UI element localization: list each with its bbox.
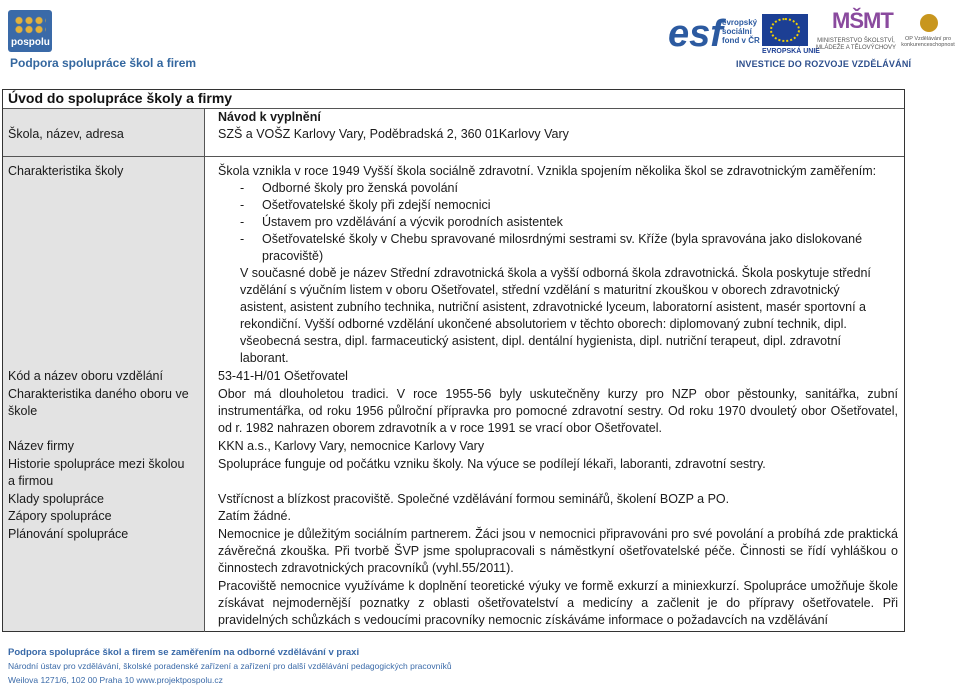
charakteristika-label: Charakteristika školy (8, 164, 124, 178)
char-obor-value: Obor má dlouholetou tradici. V roce 1955-56 byly uskutečněny kurzy pro NZP obor pěstounky, sanitářka, zubní instrumentářka, od roku 1956 půlroční přípravka pro pomocné zdravotní sestry. Od roku 1970 dvouletý obor Ošetřovatel, od r. 1982 nahrazen oborem zdravotník a v roce 1991 se vrací obor Ošetřovatel. (218, 387, 898, 435)
footer-address-line: Weilova 1271/6, 102 00 Praha 10 www.projektpospolu.cz (8, 675, 223, 685)
char-list-dash: - (240, 232, 245, 246)
esf-logo (668, 12, 764, 56)
navod-heading: Návod k vyplnění (218, 110, 321, 124)
pospolu-dots-icon (14, 16, 46, 34)
char-paragraph-line: rekondiční. Vyšší odborné vzdělání ukončené absolutoriem v těchto oborech: diplomovaný zubní technik, dipl. (240, 317, 847, 331)
char-obor-label-cont: škole (8, 404, 38, 418)
eu-flag-icon (762, 14, 808, 46)
planovani-value-1: Nemocnice je důležitým sociálním partnerem. Žáci jsou v nemocnici připravováni pro své povolání a probíhá zde praktická závěrečná zkouška. Při tvorbě ŠVP jsme spolupracovali s náměstkyní ošetřovatelské péče. Činnosti se řídí vyhláškou o činnostech zdravotnických pracovníků (vyhl.55/2011). (218, 527, 898, 575)
zapory-value: Zatím žádné. (218, 509, 291, 523)
kod-value: 53-41-H/01 Ošetřovatel (218, 369, 348, 383)
divider (3, 156, 904, 157)
investice-banner: INVESTICE DO ROZVOJE VZDĚLÁVÁNÍ (736, 59, 912, 69)
table-title: Úvod do spolupráce školy a firmy (8, 90, 233, 106)
historie-value: Spolupráce funguje od počátku vzniku školy. Na výuce se podílejí lékaři, laboranti, zdravotní sestry. (218, 457, 766, 471)
char-paragraph-line: všeobecná sestra, dipl. farmaceutický asistent, dipl. dentální hygienista, dipl. nutriční terapeut, dipl. zdravotní (240, 334, 842, 348)
char-obor-label: Charakteristika daného oboru ve (8, 387, 189, 401)
char-list-item-cont: pracoviště) (262, 249, 324, 263)
char-list-dash: - (240, 181, 245, 195)
op-circle-icon (920, 14, 938, 32)
footer-project-line: Podpora spolupráce škol a firem se zaměřením na odborné vzdělávání v praxi (8, 647, 360, 658)
charakteristika-intro: Škola vznikla v roce 1949 Vyšší škola sociálně zdravotní. Vznikla spojením několika škol se zdravotnickým zaměřením: (218, 164, 877, 178)
historie-label: Historie spolupráce mezi školou (8, 457, 185, 471)
divider (3, 108, 904, 109)
firma-value: KKN a.s., Karlovy Vary, nemocnice Karlovy Vary (218, 439, 485, 453)
char-list-item: Odborné školy pro ženská povolání (262, 181, 458, 195)
firma-label: Název firmy (8, 439, 74, 453)
char-paragraph-line: vzdělání s výučním listem v oboru Ošetřovatel, střední vzdělání s maturitní zkouškou v oborech zdravotnický (240, 283, 840, 297)
msmt-mark: MŠMT (832, 8, 893, 33)
char-paragraph-line: asistent, asistent zubního technika, nutriční asistent, zdravotnické lyceum, laboratorní asistent, masér sportovní a (240, 300, 867, 314)
char-list-item: Ošetřovatelské školy při zdejší nemocnici (262, 198, 491, 212)
skola-label: Škola, název, adresa (8, 127, 124, 141)
op-logo (900, 14, 956, 56)
esf-text: evropský sociální fond v ČR (722, 18, 760, 45)
column-divider (204, 108, 205, 632)
historie-label-cont: a firmou (8, 474, 54, 488)
klady-label: Klady spolupráce (8, 492, 104, 506)
pospolu-logo-text: pospolu (11, 37, 50, 48)
planovani-label: Plánování spolupráce (8, 527, 129, 541)
zapory-label: Zápory spolupráce (8, 509, 112, 523)
pospolu-subtitle: Podpora spolupráce škol a firem (10, 56, 197, 70)
char-list-dash: - (240, 198, 245, 212)
eu-label: EVROPSKÁ UNIE (762, 48, 820, 55)
char-paragraph-line: V současné době je název Střední zdravotnická škola a vyšší odborná škola zdravotnická. Škola poskytuje střední (240, 266, 871, 280)
page-header (0, 0, 960, 86)
skola-value: SZŠ a VOŠZ Karlovy Vary, Poděbradská 2, 360 01Karlovy Vary (218, 127, 569, 141)
klady-value: Vstřícnost a blízkost pracoviště. Společné vzdělávání formou seminářů, školení BOZP a PO. (218, 492, 730, 506)
esf-mark: esf (668, 13, 723, 55)
op-text: OP Vzdělávání pro konkurenceschopnost (901, 36, 955, 48)
footer-institution-line: Národní ústav pro vzdělávání, školské poradenské zařízení a zařízení pro další vzdělávání pedagogických pracovníků (8, 661, 452, 671)
msmt-logo (814, 8, 896, 54)
char-paragraph-line: laborant. (240, 351, 289, 365)
kod-label: Kód a název oboru vzdělání (8, 369, 163, 383)
pospolu-logo (8, 10, 52, 52)
char-list-dash: - (240, 215, 245, 229)
char-list-item: Ošetřovatelské školy v Chebu spravované milosrdnými sestrami sv. Kříže (byla spravována jako dislokované (262, 232, 863, 246)
msmt-text: MINISTERSTVO ŠKOLSTVÍ, MLÁDEŽE A TĚLOVÝCHOVY (816, 38, 896, 51)
char-list-item: Ústavem pro vzdělávání a výcvik porodních asistentek (262, 215, 563, 229)
planovani-value-2: Pracoviště nemocnice využíváme k doplnění teoretické výuky ve formě exkurzí a miniexkurzí. Spolupráce umožňuje škole získávat nejmodernější poznatky z oblasti ošetřovatelství a medicíny a začlenit je do přípravy ošetřovatele. Při pravidelných schůzkách s vedoucími pracovníky nemocnic získáváme informace o požadavcích na vzdělávání (218, 579, 898, 627)
